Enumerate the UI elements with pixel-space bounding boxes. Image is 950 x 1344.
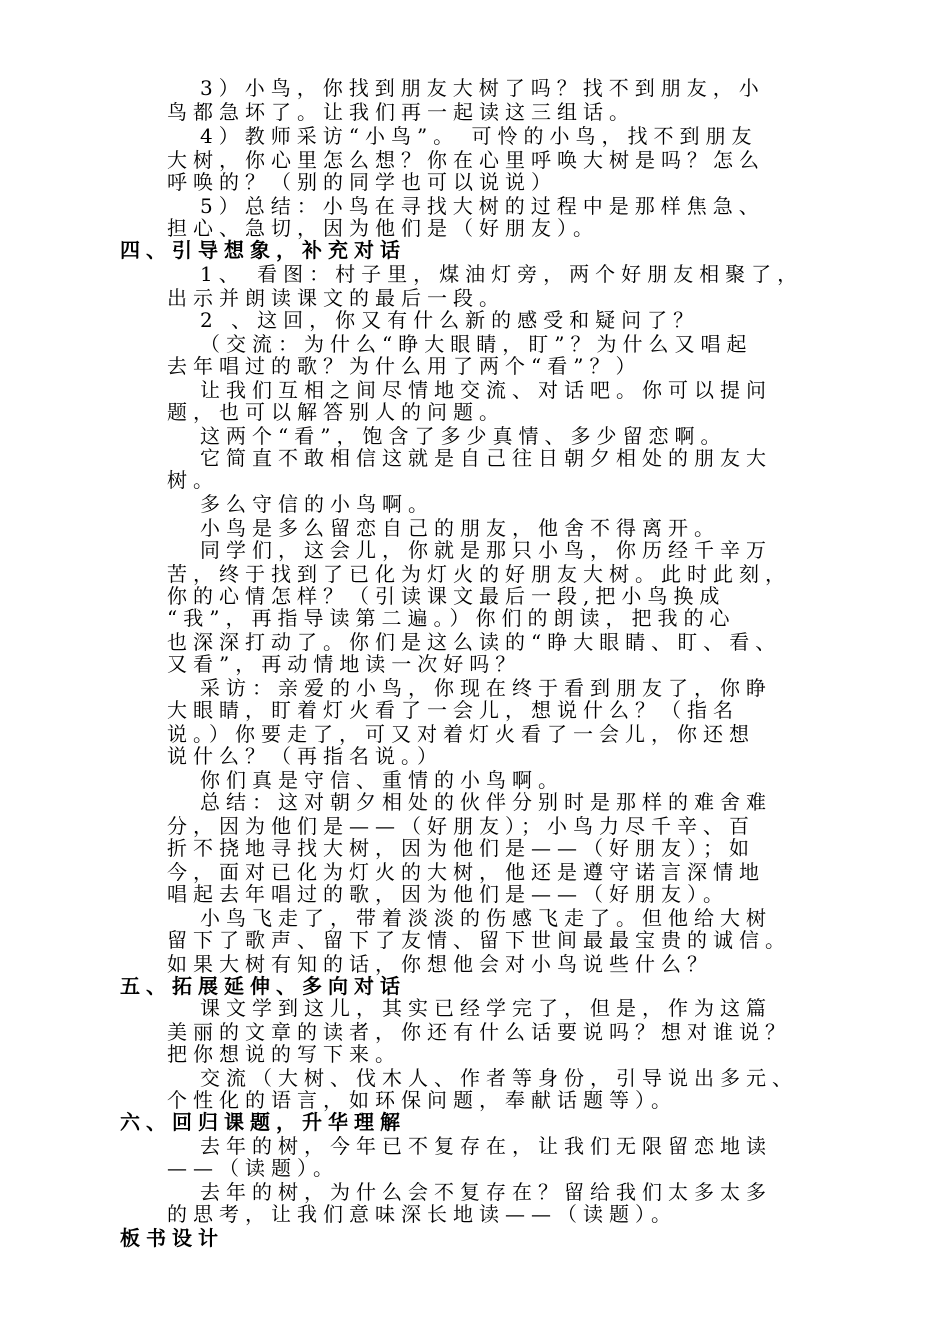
- text-line: 苦，终于找到了已化为灯火的好朋友大树。此时此刻，: [167, 562, 791, 586]
- text-line: 你的心情怎样？（引读课文最后一段,把小鸟换成: [167, 584, 726, 608]
- text-line: 分，因为他们是——（好朋友）；小鸟力尽千辛、百: [167, 814, 755, 838]
- text-line: 去年的树，为什么会不复存在？留给我们太多太多: [200, 1180, 772, 1204]
- text-line: 采访：亲爱的小鸟，你现在终于看到朋友了，你睁: [200, 676, 772, 700]
- text-line: 它简直不敢相信这就是自己往日朝夕相处的朋友大: [200, 446, 772, 470]
- text-line: 也深深打动了。你们是这么读的“睁大眼睛、盯、看、: [167, 630, 782, 654]
- text-line: 交流（大树、伐木人、作者等身份，引导说出多元、: [200, 1066, 798, 1090]
- text-line: 题，也可以解答别人的问题。: [167, 400, 505, 424]
- text-line: 2 、这回，你又有什么新的感受和疑问了？: [200, 308, 700, 332]
- text-line: 把你想说的写下来。: [167, 1042, 401, 1066]
- text-line: 折不挠地寻找大树，因为他们是——（好朋友）；如: [167, 836, 755, 860]
- text-line: 同学们，这会儿，你就是那只小鸟，你历经千辛万: [200, 538, 772, 562]
- text-line: 如果大树有知的话，你想他会对小鸟说些什么？: [167, 952, 713, 976]
- blackboard-design-heading: 板书设计: [120, 1226, 224, 1250]
- text-line: 大树，你心里怎么想？你在心里呼唤大树是吗？怎么: [167, 148, 765, 172]
- text-line: 唱起去年唱过的歌，因为他们是——（好朋友）。: [167, 882, 729, 906]
- text-line: 3）小鸟，你找到朋友大树了吗？找不到朋友，小: [200, 76, 765, 100]
- text-line: 个性化的语言，如环保问题，奉献话题等）。: [167, 1088, 677, 1112]
- text-line: 去年的树，今年已不复存在，让我们无限留恋地读: [200, 1134, 772, 1158]
- text-line: 树。: [167, 468, 219, 492]
- text-line: “我”，再指导读第二遍。）你们的朗读，把我的心: [167, 606, 736, 630]
- text-line: 课文学到这儿，其实已经学完了，但是，作为这篇: [200, 996, 772, 1020]
- text-line: 的思考，让我们意味深长地读——（读题）。: [167, 1202, 677, 1226]
- text-line: 去年唱过的歌？为什么用了两个“看”？）: [167, 354, 642, 378]
- text-line: 呼唤的？（别的同学也可以说说）: [167, 170, 557, 194]
- section-heading-4: 四、引导想象，补充对话: [120, 238, 406, 262]
- text-line: 留下了歌声、留下了友情、留下世间最最宝贵的诚信。: [167, 928, 791, 952]
- text-line: ——（读题）。: [167, 1156, 339, 1180]
- text-line: 你们真是守信、重情的小鸟啊。: [200, 768, 564, 792]
- text-line: 小鸟飞走了，带着淡淡的伤感飞走了。但他给大树: [200, 906, 772, 930]
- text-line: 说什么？（再指名说。）: [167, 744, 443, 768]
- text-line: 5）总结：小鸟在寻找大树的过程中是那样焦急、: [200, 194, 765, 218]
- text-line: 多么守信的小鸟啊。: [200, 492, 434, 516]
- text-line: 小鸟是多么留恋自己的朋友，他舍不得离开。: [200, 516, 720, 540]
- text-line: 担心、急切，因为他们是（好朋友）。: [167, 216, 599, 240]
- text-line: 4）教师采访“小鸟”。 可怜的小鸟，找不到朋友: [200, 124, 758, 148]
- text-line: 又看”，再动情地读一次好吗？: [167, 652, 522, 676]
- text-line: 1、 看图：村子里，煤油灯旁，两个好朋友相聚了，: [200, 262, 804, 286]
- text-line: 出示并朗读课文的最后一段。: [167, 286, 505, 310]
- text-line: 这两个“看”，饱含了多少真情、多少留恋啊。: [200, 424, 727, 448]
- text-line: 美丽的文章的读者，你还有什么话要说吗？想对谁说？: [167, 1020, 791, 1044]
- text-line: 今，面对已化为灯火的大树，他还是遵守诺言深情地: [167, 860, 765, 884]
- text-line: 鸟都急坏了。让我们再一起读这三组话。: [167, 100, 635, 124]
- section-heading-6: 六、回归课题，升华理解: [120, 1110, 406, 1134]
- text-line: （交流：为什么“睁大眼睛，盯”？为什么又唱起: [200, 332, 753, 356]
- text-line: 让我们互相之间尽情地交流、对话吧。你可以提问: [200, 378, 772, 402]
- text-line: 总结：这对朝夕相处的伙伴分别时是那样的难舍难: [200, 790, 772, 814]
- text-line: 说。）你要走了，可又对着灯火看了一会儿，你还想: [167, 722, 755, 746]
- section-heading-5: 五、拓展延伸、多向对话: [120, 974, 406, 998]
- text-line: 大眼睛，盯着灯火看了一会儿，想说什么？（指名: [167, 698, 739, 722]
